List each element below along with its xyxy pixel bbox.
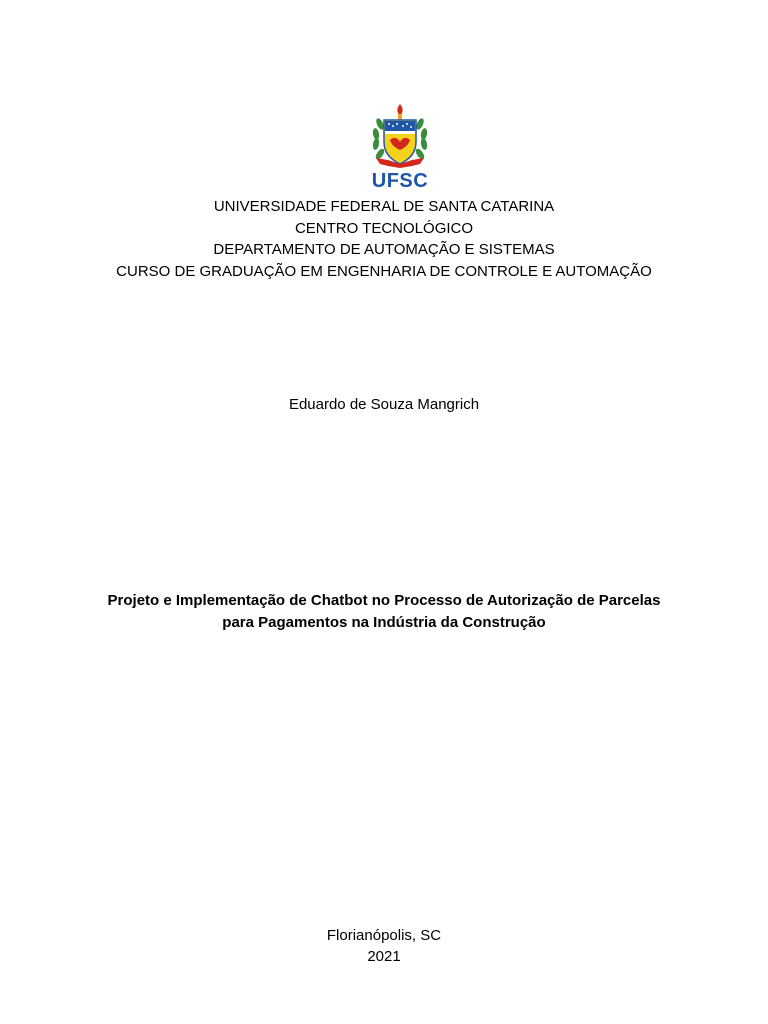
- ufsc-crest-icon: [368, 102, 432, 170]
- city: Florianópolis, SC: [326, 927, 442, 944]
- center-name: CENTRO TECNOLÓGICO: [294, 219, 474, 237]
- location-date: [0, 925, 768, 967]
- thesis-title-line-1: Projeto e Implementação de Chatbot no Processo de Autorização de Parcelas: [107, 592, 661, 609]
- logo-wordmark: UFSC: [371, 170, 429, 192]
- thesis-title: [0, 590, 768, 634]
- course-name: CURSO DE GRADUAÇÃO EM ENGENHARIA DE CONTROLE E AUTOMAÇÃO: [116, 262, 652, 280]
- university-name: UNIVERSIDADE FEDERAL DE SANTA CATARINA: [213, 198, 555, 215]
- institution-header: [0, 196, 768, 282]
- thesis-title-line-2: para Pagamentos na Indústria da Construção: [222, 614, 546, 631]
- department-name: DEPARTAMENTO DE AUTOMAÇÃO E SISTEMAS: [213, 241, 555, 258]
- year: 2021: [367, 948, 401, 965]
- author-name: Eduardo de Souza Mangrich: [288, 396, 480, 413]
- ufsc-logo: [368, 102, 432, 192]
